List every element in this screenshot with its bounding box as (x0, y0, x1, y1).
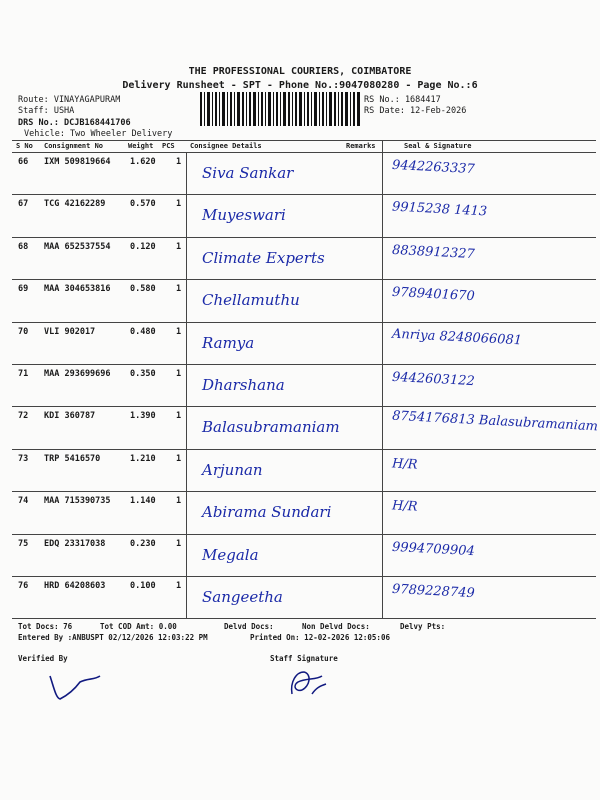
row-weight: 0.480 (130, 326, 156, 337)
table-header-rule (12, 152, 596, 153)
row-pcs: 1 (176, 411, 182, 422)
row-sno: 71 (18, 369, 29, 379)
row-weight: 0.100 (130, 581, 156, 591)
table-top-rule (12, 140, 596, 141)
col-consignment: Consignment No (44, 142, 104, 150)
row-sno: 72 (18, 411, 29, 422)
row-seal-handwriting: H/R (391, 456, 418, 473)
row-consignment-no: HRD 64208603 (44, 581, 106, 591)
row-sno: 68 (18, 241, 29, 252)
row-seal-handwriting: 9789401670 (391, 285, 476, 305)
row-weight: 1.390 (130, 411, 156, 422)
col-remarks: Remarks (346, 142, 376, 150)
row-sno: 76 (18, 581, 29, 591)
delivered-docs: Delvd Docs: (224, 622, 274, 631)
row-pcs: 1 (176, 496, 182, 507)
row-seal-handwriting: 9789228749 (391, 581, 476, 602)
row-consignment-no: MAA 293699696 (44, 369, 111, 379)
staff-signature-label: Staff Signature (270, 654, 338, 663)
row-consignee-handwriting: Ramya (202, 333, 255, 352)
row-divider (12, 534, 596, 535)
row-divider (12, 576, 596, 577)
delivery-points: Delvy Pts: (400, 622, 446, 631)
row-consignee-handwriting: Siva Sankar (202, 164, 294, 182)
row-divider (12, 406, 596, 407)
row-pcs: 1 (176, 199, 182, 210)
row-pcs: 1 (176, 157, 182, 167)
verified-by-label: Verified By (18, 654, 68, 663)
staff: Staff: USHA (18, 106, 75, 116)
company-name: THE PROFESSIONAL COURIERS, COIMBATORE (188, 66, 412, 77)
row-seal-handwriting: 9442603122 (391, 369, 476, 390)
row-weight: 1.140 (130, 496, 156, 507)
total-docs: Tot Docs: 76 (18, 622, 73, 631)
route: Route: VINAYAGAPURAM (18, 95, 121, 105)
row-consignee-handwriting: Sangeetha (202, 588, 283, 606)
consignee-col-rule (186, 152, 187, 618)
row-weight: 0.580 (130, 284, 156, 295)
row-seal-handwriting: H/R (391, 498, 418, 515)
rs-number: RS No.: 1684417 (364, 95, 441, 105)
entered-by: Entered By :ANBUSPT 02/12/2026 12:03:22 PM (18, 633, 208, 642)
vehicle: Vehicle: Two Wheeler Delivery (24, 129, 173, 139)
table-bottom-rule (12, 618, 596, 619)
row-consignment-no: IXM 509819664 (44, 157, 111, 167)
row-sno: 74 (18, 496, 29, 507)
row-sno: 70 (18, 326, 29, 337)
row-divider (12, 279, 596, 280)
row-consignment-no: MAA 652537554 (44, 241, 111, 252)
col-seal: Seal & Signature (404, 142, 472, 150)
row-weight: 1.620 (130, 157, 156, 167)
row-consignment-no: MAA 304653816 (44, 284, 111, 295)
row-sno: 67 (18, 199, 29, 210)
row-consignee-handwriting: Chellamuthu (202, 291, 300, 310)
printed-on: Printed On: 12-02-2026 12:05:06 (250, 633, 390, 642)
row-weight: 0.120 (130, 241, 156, 252)
row-consignment-no: VLI 902017 (44, 326, 96, 337)
row-divider (12, 364, 596, 365)
row-weight: 1.210 (130, 453, 156, 464)
col-weight: Weight (128, 142, 154, 150)
row-pcs: 1 (176, 538, 182, 549)
row-seal-handwriting: 8754176813 Balasubramaniam (391, 409, 599, 435)
row-divider (12, 449, 596, 450)
row-pcs: 1 (176, 326, 182, 337)
row-pcs: 1 (176, 241, 182, 252)
row-consignee-handwriting: Abirama Sundari (202, 503, 332, 522)
row-seal-handwriting: Anriya 8248066081 (391, 326, 523, 348)
row-consignee-handwriting: Balasubramaniam (202, 418, 340, 437)
row-consignment-no: EDQ 23317038 (44, 538, 106, 549)
drs-number: DRS No.: DCJB168441706 (18, 118, 131, 128)
row-pcs: 1 (176, 453, 182, 464)
row-consignee-handwriting: Megala (202, 545, 259, 564)
row-pcs: 1 (176, 369, 182, 379)
verifier-signature (44, 668, 104, 704)
row-weight: 0.230 (130, 538, 156, 549)
non-delivered-docs: Non Delvd Docs: (302, 622, 370, 631)
row-sno: 66 (18, 157, 29, 167)
row-sno: 75 (18, 538, 29, 549)
row-divider (12, 322, 596, 323)
barcode (200, 92, 360, 126)
row-consignee-handwriting: Climate Experts (202, 248, 325, 267)
col-consignee: Consignee Details (190, 142, 262, 150)
row-consignment-no: TRP 5416570 (44, 453, 101, 464)
rs-date: RS Date: 12-Feb-2026 (364, 106, 467, 116)
seal-col-rule (382, 140, 383, 618)
col-sno: S No (16, 142, 33, 150)
row-weight: 0.570 (130, 199, 156, 210)
row-sno: 69 (18, 284, 29, 295)
row-consignee-handwriting: Arjunan (202, 460, 263, 479)
row-seal-handwriting: 9442263337 (391, 157, 476, 178)
row-pcs: 1 (176, 581, 182, 591)
row-consignee-handwriting: Muyeswari (202, 206, 286, 225)
row-pcs: 1 (176, 284, 182, 295)
row-sno: 73 (18, 453, 29, 464)
row-consignment-no: KDI 360787 (44, 411, 96, 422)
total-cod: Tot COD Amt: 0.00 (100, 622, 177, 631)
row-seal-handwriting: 9915238 1413 (391, 199, 488, 220)
row-seal-handwriting: 9994709904 (391, 539, 476, 559)
row-consignment-no: MAA 715390735 (44, 496, 111, 507)
row-divider (12, 237, 596, 238)
staff-signature (282, 664, 332, 704)
row-consignment-no: TCG 42162289 (44, 199, 106, 210)
row-seal-handwriting: 8838912327 (391, 242, 476, 262)
row-consignee-handwriting: Dharshana (202, 376, 285, 394)
col-pcs: PCS (162, 142, 175, 150)
row-weight: 0.350 (130, 369, 156, 379)
row-divider (12, 194, 596, 195)
runsheet-title: Delivery Runsheet - SPT - Phone No.:9047080280 - Page No.:6 (122, 80, 478, 91)
row-divider (12, 491, 596, 492)
